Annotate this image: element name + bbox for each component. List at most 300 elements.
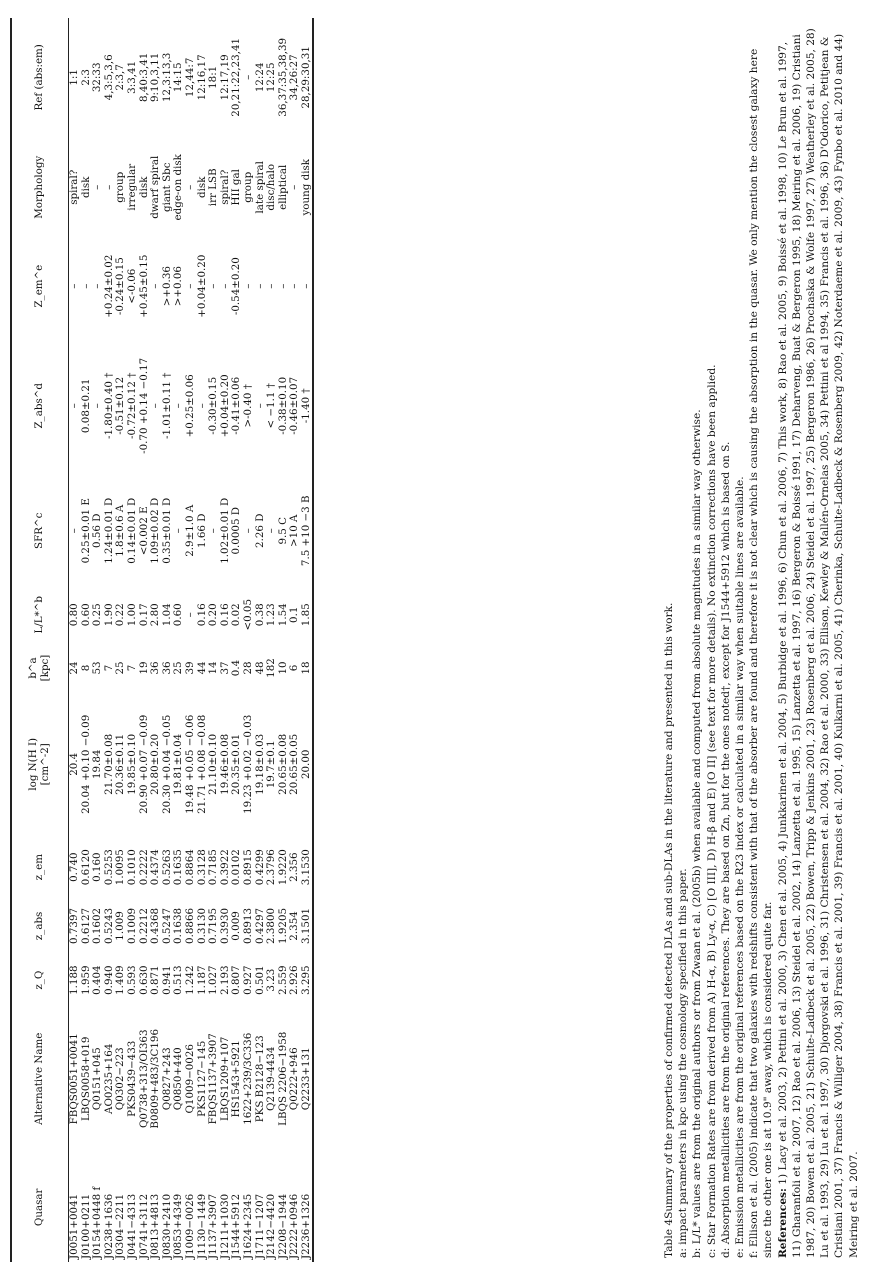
table-cell: 0.02	[230, 603, 243, 627]
table-cell: –	[241, 528, 254, 534]
table-cell: –	[149, 283, 162, 289]
table-cell: PKS0439−433	[125, 1040, 138, 1117]
table-cell: J2208−1944	[276, 1193, 289, 1259]
table-cell: +0.04±0.20	[218, 374, 231, 438]
table-cell: 0.630	[137, 965, 150, 995]
table-cell: 2.356	[288, 852, 301, 882]
table-cell: –	[183, 283, 196, 289]
header-zabs-metal: Z_abs^d	[11, 334, 69, 477]
table-cell: 20.35±0.01	[230, 733, 243, 795]
table-cell: 20.65±0.05	[288, 733, 301, 795]
table-cell: –	[91, 184, 104, 190]
table-cell: 1.23	[265, 603, 278, 627]
table-cell: -1.40 †	[301, 334, 314, 477]
table-cell: >+0.36	[160, 266, 173, 307]
table-cell: 0.4299	[253, 849, 266, 886]
table-cell: 1.8±0.6 A	[114, 504, 127, 557]
table-cell: 36	[149, 661, 162, 675]
table-cell: LBQS0058+019	[79, 1036, 92, 1121]
table-cell: 0.160	[91, 852, 104, 882]
table-cell: 2.80	[149, 603, 162, 627]
table-cell: dwarf spiral	[149, 155, 162, 219]
table-cell: 34,26:27	[288, 54, 301, 101]
table-cell: J0238+1636	[102, 1193, 115, 1259]
table-cell: Q2139-4434	[265, 1046, 278, 1111]
table-cell: –	[288, 184, 301, 190]
table-cell: J1009−0026	[183, 1193, 196, 1259]
table-cell: J2236+1326	[301, 1153, 314, 1262]
table-cell: –	[241, 74, 254, 80]
table-cell: 1.409	[114, 965, 127, 995]
table-cell: 0.38	[253, 603, 266, 627]
footnote-d: d: Absorption metallicities are from the original references. They are based on Zn, but for the ones noted†, except for J1544+5912 which is based on S.	[719, 441, 732, 1258]
header-zem: z_em	[11, 838, 69, 897]
table-cell: 0.593	[125, 965, 138, 995]
table-cell: Q0151+045	[91, 1047, 104, 1111]
table-cell: disk	[195, 176, 208, 198]
table-row	[266, 18, 278, 1262]
table-cell: 0.20	[207, 603, 220, 627]
table-cell: 0.16	[218, 603, 231, 627]
table-cell: 0.1	[288, 606, 301, 623]
table-cell: –	[207, 528, 220, 534]
table-cell: 19.46±0.08	[218, 733, 231, 795]
table-cell: J0441−4313	[125, 1193, 138, 1259]
table-cell: 0.871	[149, 965, 162, 995]
table-cell: 25	[172, 661, 185, 675]
table-cell: 0.3922	[218, 849, 231, 886]
table-cell: FBQS1137+3907	[207, 1033, 220, 1125]
table-cell: LBQS1209+107	[218, 1036, 231, 1121]
table-cell: –	[149, 403, 162, 409]
table-cell: 7	[102, 664, 115, 672]
table-cell: –	[183, 612, 196, 618]
table-cell: 14:15	[172, 62, 185, 93]
table-cell: J1211+1030	[218, 1193, 231, 1259]
table-row	[243, 18, 255, 1262]
table-cell: –	[241, 283, 254, 289]
table-cell: 2.9±1.0 A	[183, 504, 196, 557]
table-cell: giant Sbc	[160, 162, 173, 212]
table-cell: –	[172, 403, 185, 409]
table-cell: 0.0102	[230, 849, 243, 886]
table-cell: 0.941	[160, 965, 173, 995]
table-cell: J2222+0946	[288, 1193, 301, 1259]
table-cell: >+0.06	[172, 266, 185, 307]
table-cell: J0853+4349	[172, 1193, 185, 1259]
table-cell: -0.70 +0.14 −0.17	[137, 357, 150, 454]
table-cell: J0813+4813	[149, 1193, 162, 1259]
table-cell: 20.4	[68, 752, 80, 776]
table-cell: J0154+0448 f	[91, 1186, 104, 1259]
header-ref: Ref (abs:em)	[11, 18, 69, 137]
table-cell: 1.90	[102, 603, 115, 627]
table-cell: 0.927	[241, 965, 254, 995]
table-cell: –	[265, 528, 278, 534]
header-morphology: Morphology	[11, 137, 69, 238]
table-cell: irr LSB	[207, 168, 220, 207]
table-cell: 0.16	[195, 603, 208, 627]
table-cell: 9:10,3,11	[149, 52, 162, 102]
table-cell: 0.1638	[172, 907, 185, 944]
table-cell: 0.6127	[79, 907, 92, 944]
table-cell: disk	[137, 176, 150, 198]
table-cell: 12:25	[265, 62, 278, 93]
table-cell: -0.46±0.07	[288, 376, 301, 435]
table-cell: 1.9205	[276, 907, 289, 944]
table-cell: group	[241, 171, 254, 203]
table-cell: 28,29:30,31	[301, 18, 314, 137]
table-cell: 0.3930	[218, 907, 231, 944]
table-cell: 1.00	[125, 603, 138, 627]
table-cell: 3:3,41	[125, 60, 138, 94]
table-caption: Table 4Summary of the properties of confirmed detected DLAs and sub-DLAs in the literature and presented in this work.	[663, 602, 675, 1258]
table-cell: 32:33	[91, 62, 104, 93]
table-cell: –	[265, 283, 278, 289]
table-cell: –	[68, 283, 80, 289]
header-impact: b^a [kpc]	[11, 645, 69, 691]
table-cell: 20.65±0.08	[276, 733, 289, 795]
footnote-e: e: Emission metallicities are from the original references based on the R23 index or calculated in a similar way when suitable lines are available.	[734, 476, 747, 1258]
table-cell: –	[301, 238, 314, 335]
table-cell: 8	[79, 664, 92, 672]
table-cell: 0.5243	[102, 907, 115, 944]
table-cell: elliptical	[276, 164, 289, 210]
table-cell: < −1.1 †	[265, 383, 278, 429]
table-cell: 1.9220	[276, 849, 289, 886]
table-cell: J1130−1449	[195, 1193, 208, 1259]
table-cell: 20.30 +0.04 −0.05	[160, 714, 173, 814]
table-cell: group	[114, 171, 127, 203]
table-cell: 25	[114, 661, 127, 675]
table-notes	[648, 22, 861, 1258]
header-zabs: z_abs	[11, 897, 69, 956]
table-cell: young disk	[301, 137, 314, 238]
table-cell: –	[253, 283, 266, 289]
footnote-a: a: impact parameters in kpc using the cosmology specified in this paper.	[677, 868, 690, 1258]
table-cell: 1.188	[68, 965, 80, 995]
table-cell: 2.26 D	[253, 513, 266, 548]
table-cell: –	[91, 403, 104, 409]
table-cell: 1.09±0.02 D	[149, 497, 162, 564]
header-sfr: SFR^c	[11, 477, 69, 584]
table-cell: -0.72±0.12 †	[125, 372, 138, 440]
table-cell: 18	[301, 645, 314, 691]
table-row	[185, 18, 197, 1262]
table-cell: B0809+483/3C196	[149, 1028, 162, 1129]
table-cell: 2.3800	[265, 907, 278, 944]
table-cell: 10	[276, 661, 289, 675]
table-cell: 0.08±0.21	[79, 378, 92, 434]
table-cell: FBQS0051+0041	[68, 1033, 80, 1125]
table-cell: –	[172, 528, 185, 534]
table-cell: 44	[195, 661, 208, 675]
table-cell: 19	[137, 661, 150, 675]
table-cell: +0.24±0.02	[102, 254, 115, 318]
table-cell: –	[91, 283, 104, 289]
table-cell: 1.242	[183, 965, 196, 995]
table-cell: J0830+2410	[160, 1193, 173, 1259]
table-cell: 3.1501	[301, 897, 314, 956]
table-cell: -1.80±0.40 †	[102, 372, 115, 440]
table-cell: 19.84	[91, 749, 104, 780]
table-cell: 0.5253	[102, 849, 115, 886]
table-cell: edge-on disk	[172, 154, 185, 221]
table-cell: HS1543+5921	[230, 1040, 243, 1118]
table-cell: 0.7397	[68, 907, 80, 944]
table-cell: 0.60	[172, 603, 185, 627]
table-cell: 2.559	[276, 965, 289, 995]
table-cell: 1:1	[68, 69, 80, 86]
table-cell: 0.0005 D	[230, 506, 243, 555]
table-cell: <0.002 E	[137, 506, 150, 556]
table-cell: J0100+0211	[79, 1193, 92, 1259]
table-row	[150, 18, 162, 1262]
table-cell: 2.193	[218, 965, 231, 995]
table-cell: 19.81±0.04	[172, 733, 185, 795]
table-cell: 2.926	[288, 965, 301, 995]
table-cell: 0.7185	[207, 849, 220, 886]
table-cell: 20.00	[301, 691, 314, 838]
header-zq: z_Q	[11, 955, 69, 1005]
table-cell: 1.02±0.01 D	[218, 497, 231, 564]
table-cell: 0.35±0.01 D	[160, 497, 173, 564]
table-cell: spiral?	[68, 169, 80, 205]
table-cell: 0.1602	[91, 907, 104, 944]
table-row	[208, 18, 220, 1262]
table-cell: Q1009−0026	[183, 1044, 196, 1114]
footnote-b: b: L/L* values are from the original authors or from Zwaan et al. (2005b) when available and computed from absolute magnitudes in a similar way otherwise.	[691, 409, 704, 1258]
table-cell: 39	[183, 661, 196, 675]
table-cell: 0.8913	[241, 907, 254, 944]
table-cell: 0.2212	[137, 907, 150, 944]
table-cell: 0.25±0.01 E	[79, 498, 92, 564]
table-cell: 19.85±0.10	[125, 733, 138, 795]
table-cell: 0.2222	[137, 849, 150, 886]
table-cell: –	[207, 283, 220, 289]
table-cell: 18:1	[207, 65, 220, 89]
table-cell: 48	[253, 661, 266, 675]
table-cell: 0.14±0.01 D	[125, 497, 138, 564]
table-cell: -0.54±0.20	[230, 257, 243, 316]
table-cell: 1.04	[160, 603, 173, 627]
table-cell: Q0850+440	[172, 1047, 185, 1111]
table-cell: 20.36±0.11	[114, 733, 127, 795]
table-cell: >10 A	[288, 514, 301, 547]
table-cell: 21.10±0.10	[207, 733, 220, 795]
table-cell: 2.3796	[265, 849, 278, 886]
table-cell: 12:24	[253, 62, 266, 93]
table-cell: J1711−1207	[253, 1193, 266, 1259]
table-cell: 0.1635	[172, 849, 185, 886]
table-cell: 20.80±0.20	[149, 733, 162, 795]
table-cell: 0.940	[102, 965, 115, 995]
table-cell: 0.4368	[149, 907, 162, 944]
table-cell: Q0738+313/OI363	[137, 1029, 150, 1129]
table-cell: 0.80	[68, 603, 80, 627]
references-label: References:	[776, 1188, 789, 1258]
table-cell: <0.05	[241, 598, 254, 631]
table-cell: 19.48 +0.05 −0.06	[183, 714, 196, 814]
table-cell: 2:3,7	[114, 64, 127, 91]
header-alt-name: Alternative Name	[11, 1005, 69, 1153]
table-cell: 14	[207, 661, 220, 675]
header-zem-metal: Z_em^e	[11, 238, 69, 335]
table-cell: 1622+239/3C336	[241, 1032, 254, 1125]
table-body	[69, 18, 314, 1262]
table-cell: 0.6120	[79, 849, 92, 886]
table-cell: irregular	[125, 163, 138, 211]
table-cell: 0.60	[79, 603, 92, 627]
table-cell: PKS1127−145	[195, 1040, 208, 1117]
table-cell: J1624+2345	[241, 1193, 254, 1259]
table-cell: 1.187	[195, 965, 208, 995]
table-cell: 3.295	[301, 955, 314, 1005]
table-row	[127, 18, 139, 1262]
table-cell: 0.3128	[195, 849, 208, 886]
table-cell: 12,44:7	[183, 57, 196, 98]
table-cell: 2.354	[288, 911, 301, 941]
table-cell: Q0222+946	[288, 1047, 301, 1111]
table-cell: –	[79, 283, 92, 289]
table-cell: 0.56 D	[91, 513, 104, 548]
table-cell: 20,21:22,23,41	[230, 37, 243, 117]
table-cell: 1.027	[207, 965, 220, 995]
table-cell: +0.25±0.06	[183, 374, 196, 438]
table-cell: 7.5 +10 −3 B	[301, 477, 314, 584]
table-cell: 0.5247	[160, 907, 173, 944]
table-cell: -0.24±0.15	[114, 257, 127, 316]
table-cell: –	[68, 528, 80, 534]
table-cell: J0304−2211	[114, 1193, 127, 1259]
table-cell: -0.30±0.15	[207, 376, 220, 435]
table-cell: +0.45±0.15	[137, 254, 150, 318]
table-cell: 0.17	[137, 603, 150, 627]
table-cell: 0.807	[230, 965, 243, 995]
table-cell: disc/halo	[265, 163, 278, 211]
table-cell: >-0.40 †	[241, 384, 254, 428]
table-cell: Q0302−223	[114, 1047, 127, 1111]
table-cell: 0.5263	[160, 849, 173, 886]
table-cell: 0.404	[91, 965, 104, 995]
table-cell: <-0.06	[125, 268, 138, 304]
table-cell: Q0827+243	[160, 1047, 173, 1111]
table-cell: –	[276, 283, 289, 289]
table-cell: 0.8866	[183, 907, 196, 944]
table-cell: 0.4374	[149, 849, 162, 886]
table-cell: 36,37:35,38,39	[276, 37, 289, 117]
table-cell: –	[288, 283, 301, 289]
table-cell: 1.66 D	[195, 513, 208, 548]
table-cell: Q2233+131	[301, 1005, 314, 1153]
table-cell: AO0235+164	[102, 1043, 115, 1114]
table-cell: 0.7195	[207, 907, 220, 944]
table-cell: 0.25	[91, 603, 104, 627]
table-cell: 12:16,17	[195, 54, 208, 101]
table-cell: –	[68, 403, 80, 409]
table-cell: 36	[160, 661, 173, 675]
footnote-c: c: Star Formation Rates are from derived from A) H-α, B) Ly-α, C) [O III], D) H-β and E) [O II] (see text for more details). No extinction corrections have been applied.	[705, 364, 718, 1258]
dla-properties-table	[10, 18, 314, 1262]
table-cell: 9.5 C	[276, 516, 289, 545]
table-cell: 12,3:13,3	[160, 52, 173, 102]
table-cell: 6	[288, 664, 301, 672]
table-cell: –	[218, 283, 231, 289]
table-cell: late spiral	[253, 161, 266, 214]
footnote-f: f: Ellison et al. (2005) indicate that two galaxies with redshifts consistent with that of the absorber are found and therefore it is not clear which is causing the absorption in the quasar. We only mention the closest galaxy here since the other one is at 10.9" away, which is considered quite far.	[748, 48, 775, 1258]
table-cell: 0.740	[68, 852, 80, 882]
table-cell: 19.7±0.1	[265, 740, 278, 789]
table-cell: 7	[125, 664, 138, 672]
table-cell: J0051+0041	[68, 1193, 80, 1259]
table-cell: 8,40:3,41	[137, 52, 150, 102]
table-cell: 0.4297	[253, 907, 266, 944]
header-quasar: Quasar	[11, 1153, 69, 1262]
table-cell: 182	[265, 658, 278, 678]
table-cell: 0.3130	[195, 907, 208, 944]
table-cell: J1137+3907	[207, 1193, 220, 1259]
table-cell: 4,3:5,3,6	[102, 54, 115, 101]
table-cell: 28	[241, 661, 254, 675]
table-cell: 21.71 +0.08 −0.08	[195, 714, 208, 814]
table-cell: -0.51±0.12	[114, 376, 127, 435]
table-header-row	[11, 18, 69, 1262]
table-cell: spiral?	[218, 169, 231, 205]
table-cell: 0.4	[230, 659, 243, 677]
references	[776, 22, 861, 1258]
table-cell: J1544+5912	[230, 1193, 243, 1259]
table-cell: 0.501	[253, 965, 266, 995]
table-cell: -0.38±0.10	[276, 376, 289, 435]
table-cell: –	[183, 184, 196, 190]
table-cell: 19.23 +0.02 −0.03	[241, 714, 254, 814]
table-cell: 24	[68, 661, 80, 675]
table-cell: 53	[91, 661, 104, 675]
table-cell: 1.959	[79, 965, 92, 995]
table-row	[301, 18, 314, 1262]
table-cell: 37	[218, 661, 231, 675]
table-row	[69, 18, 81, 1262]
table-cell: 3.23	[265, 968, 278, 992]
table-cell: HII gal	[230, 169, 243, 206]
references-text: 1) Lacy et al. 2003, 2) Pettini et al. 2000, 3) Chen et al. 2005, 4) Junkkarinen et al. 2004, 5) Burbidge et al. 1996, 6) Chun et al. 2006, 7) This work, 8) Rao et al. 2005, 9) Boissé et al. 1998, 10) Le Brun et al. 1997, 11) Gharanfoli et al. 2007, 12) Rao et al. 2006, 13) Steidel et al. 2002, 14) Lanzetta et al. 1995, 15) Lanzetta et al. 1997, 16) Bergeron & Boissé 1991, 17) Deharveng, Buat & Bergeron 1995, 18) Meiring et al. 2006, 19) Cristiani 1987, 20) Bowen et al. 2005, 21) Schulte-Ladbeck et al. 2005, 22) Bowen, Tripp & Jenkins 2001, 23) Rosenberg et al. 2006, 24) Steidel et al. 1997, 25) Bergeron 1986, 26) Prochaska & Wolfe 1997, 27) Weatherley et al. 2005, 28) Lu et al. 1993, 29) Lu et al. 1997, 30) Djorgovski et al. 1996, 31) Christensen et al. 2004, 32) Rao et al. 2000, 33) Ellison, Kewley & Mallén-Ornelas 2005, 34) Pettini et al 1994, 35) Francis et al. 1996, 36) D'Odorico, Petitjean & Cristiani 2001, 37) Francis & Williger 2004, 38) Francis et al. 2001, 39) Francis et al. 2001, 40) Kulkarni et al. 2005, 41) Cherinka, Schulte-Ladbeck & Rosenberg 2009, 42) Noterdaeme et al. 2009, 43) Fynbo et al. 2010 and 44) Meiring et al. 2007.	[776, 28, 860, 1258]
table-cell: PKS B2128−123	[253, 1035, 266, 1123]
header-nhi: log N(H I) [cm^-2]	[11, 691, 69, 838]
table-cell: 1.009	[114, 911, 127, 941]
table-cell: –	[253, 403, 266, 409]
table-cell: 1.54	[276, 603, 289, 627]
table-cell: disk	[79, 176, 92, 198]
table-cell: 20.90 +0.07 −0.09	[137, 714, 150, 814]
table-cell: 21.70±0.08	[102, 733, 115, 795]
table-cell: 0.8864	[183, 849, 196, 886]
table-cell: 20.04 +0.10 −0.09	[79, 714, 92, 814]
table-cell: -1.01±0.11 †	[160, 372, 173, 440]
table-cell: 0.8915	[241, 849, 254, 886]
table-cell: 2:3	[79, 69, 92, 86]
table-cell: -0.41±0.06	[230, 376, 243, 435]
table-cell: J0741+3112	[137, 1193, 150, 1259]
table-cell: 1.24±0.01 D	[102, 497, 115, 564]
table-cell: 0.22	[114, 603, 127, 627]
table-cell: 0.009	[230, 911, 243, 941]
table-cell: 0.513	[172, 965, 185, 995]
table-cell: J2142−4420	[265, 1193, 278, 1259]
table-cell: 0.1010	[125, 849, 138, 886]
table-cell: LBQS 2206−1958	[276, 1031, 289, 1126]
table-cell: –	[102, 184, 115, 190]
table-cell: 1.85	[301, 584, 314, 645]
